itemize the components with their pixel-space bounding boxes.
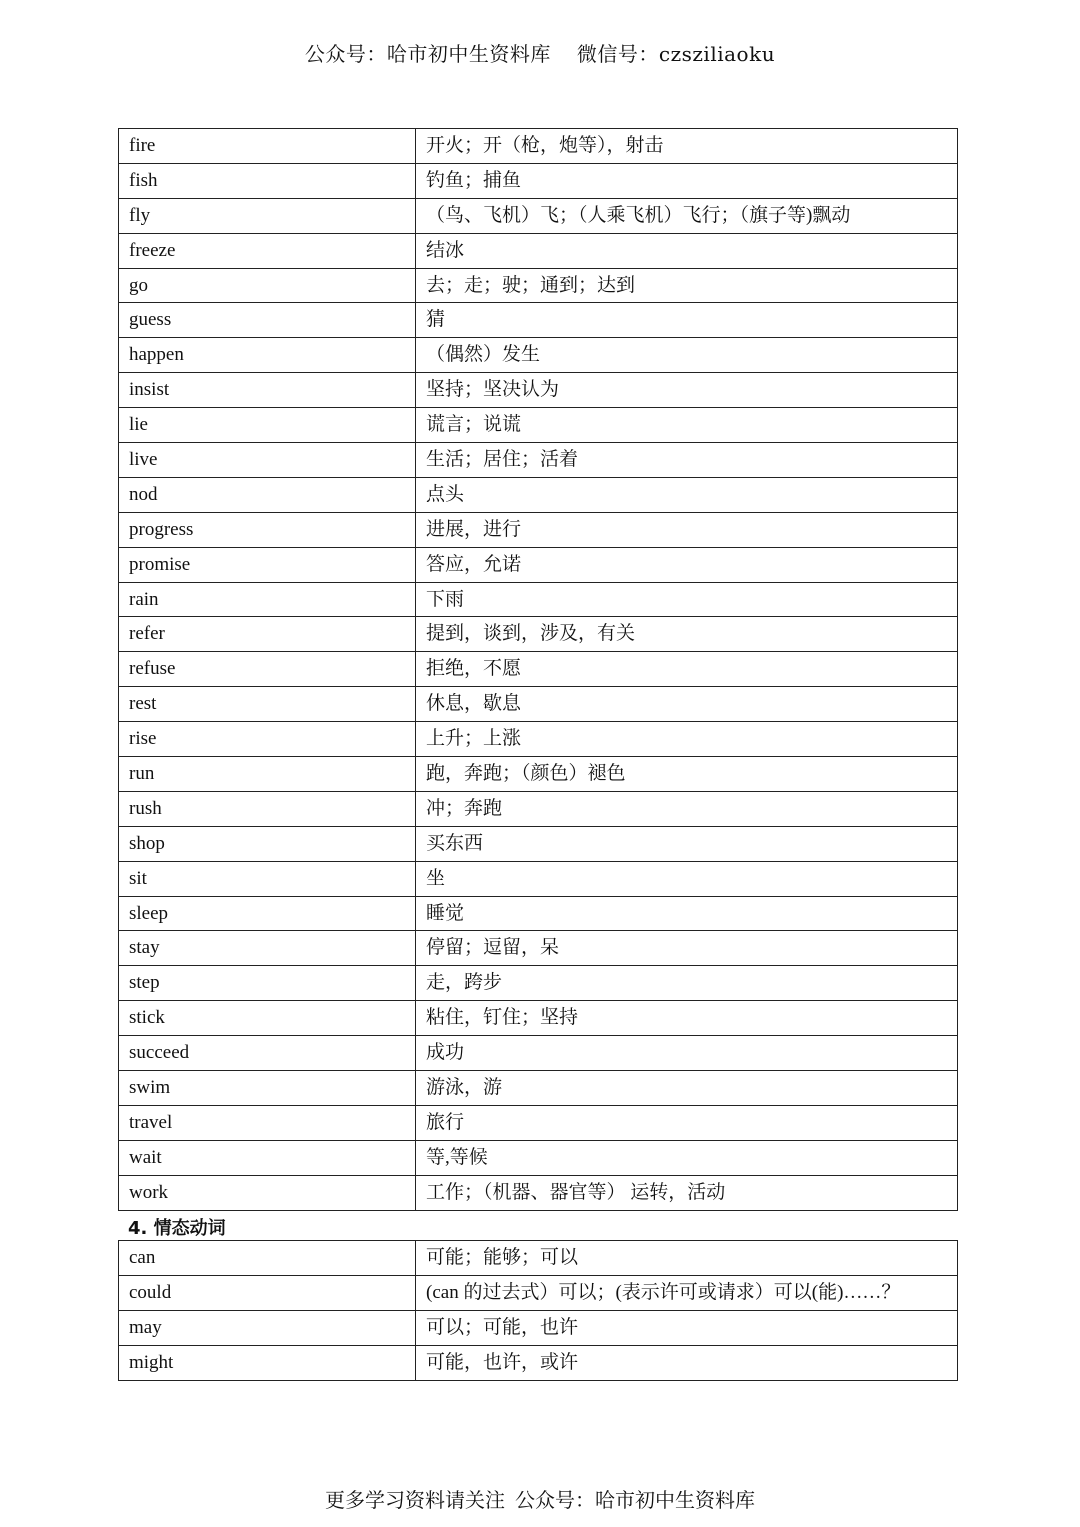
table-row <box>119 163 958 198</box>
english-word: rush <box>119 791 416 826</box>
section-heading-modal-verbs: 4. 情态动词 <box>128 1218 226 1239</box>
table-row <box>119 652 958 687</box>
table-row <box>119 512 958 547</box>
chinese-meaning: 上升；上涨 <box>416 722 958 757</box>
english-word: refer <box>119 617 416 652</box>
english-word: fire <box>119 129 416 164</box>
table-row <box>119 582 958 617</box>
table-row <box>119 268 958 303</box>
table-row <box>119 896 958 931</box>
table-row <box>119 373 958 408</box>
chinese-meaning: (can 的过去式）可以；(表示许可或请求）可以(能)……？ <box>416 1275 958 1310</box>
table-row <box>119 1105 958 1140</box>
table-row <box>119 408 958 443</box>
english-word: nod <box>119 477 416 512</box>
chinese-meaning: 生活；居住；活着 <box>416 443 958 478</box>
english-word: run <box>119 757 416 792</box>
chinese-meaning: 坚持；坚决认为 <box>416 373 958 408</box>
table-row <box>119 1001 958 1036</box>
chinese-meaning: 结冰 <box>416 233 958 268</box>
table-row <box>119 233 958 268</box>
english-word: lie <box>119 408 416 443</box>
english-word: rest <box>119 687 416 722</box>
table-row <box>119 1140 958 1175</box>
chinese-meaning: 猜 <box>416 303 958 338</box>
english-word: could <box>119 1275 416 1310</box>
english-word: might <box>119 1345 416 1380</box>
english-word: can <box>119 1241 416 1276</box>
table-row <box>119 1275 958 1310</box>
chinese-meaning: 停留；逗留，呆 <box>416 931 958 966</box>
table-row <box>119 931 958 966</box>
chinese-meaning: 下雨 <box>416 582 958 617</box>
chinese-meaning: 提到，谈到，涉及，有关 <box>416 617 958 652</box>
chinese-meaning: 钓鱼；捕鱼 <box>416 163 958 198</box>
chinese-meaning: 工作；（机器、器官等） 运转，活动 <box>416 1175 958 1210</box>
chinese-meaning: 可以；可能，也许 <box>416 1310 958 1345</box>
table-row <box>119 338 958 373</box>
table-row <box>119 443 958 478</box>
english-word: rise <box>119 722 416 757</box>
table-row <box>119 826 958 861</box>
table-row <box>119 861 958 896</box>
table-row <box>119 1310 958 1345</box>
table-row <box>119 617 958 652</box>
table-row <box>119 129 958 164</box>
table-row <box>119 477 958 512</box>
chinese-meaning: 冲；奔跑 <box>416 791 958 826</box>
english-word: may <box>119 1310 416 1345</box>
chinese-meaning: 跑，奔跑；（颜色）褪色 <box>416 757 958 792</box>
table-row <box>119 547 958 582</box>
chinese-meaning: 点头 <box>416 477 958 512</box>
english-word: shop <box>119 826 416 861</box>
english-word: step <box>119 966 416 1001</box>
chinese-meaning: 开火；开（枪，炮等），射击 <box>416 129 958 164</box>
page-footer <box>0 1484 1080 1513</box>
chinese-meaning: 进展，进行 <box>416 512 958 547</box>
english-word: sleep <box>119 896 416 931</box>
english-word: live <box>119 443 416 478</box>
english-word: work <box>119 1175 416 1210</box>
chinese-meaning: （鸟、飞机）飞；（人乘飞机）飞行；（旗子等)飘动 <box>416 198 958 233</box>
chinese-meaning: 睡觉 <box>416 896 958 931</box>
english-word: promise <box>119 547 416 582</box>
english-word: travel <box>119 1105 416 1140</box>
table-row <box>119 722 958 757</box>
table-row <box>119 303 958 338</box>
page-header <box>0 38 1080 67</box>
header-account-name: 公众号：哈市初中生资料库 <box>304 42 551 66</box>
english-word: go <box>119 268 416 303</box>
chinese-meaning: 旅行 <box>416 1105 958 1140</box>
chinese-meaning: 拒绝，不愿 <box>416 652 958 687</box>
footer-account-name: 公众号：哈市初中生资料库 <box>515 1488 755 1512</box>
chinese-meaning: 游泳，游 <box>416 1071 958 1106</box>
english-word: refuse <box>119 652 416 687</box>
chinese-meaning: 可能，也许，或许 <box>416 1345 958 1380</box>
chinese-meaning: 等,等候 <box>416 1140 958 1175</box>
chinese-meaning: 去；走；驶；通到；达到 <box>416 268 958 303</box>
english-word: happen <box>119 338 416 373</box>
english-word: progress <box>119 512 416 547</box>
english-word: guess <box>119 303 416 338</box>
table-row <box>119 687 958 722</box>
english-word: rain <box>119 582 416 617</box>
table-row <box>119 791 958 826</box>
chinese-meaning: 买东西 <box>416 826 958 861</box>
chinese-meaning: 坐 <box>416 861 958 896</box>
footer-follow-text: 更多学习资料请关注 <box>325 1488 505 1512</box>
table-row <box>119 1036 958 1071</box>
english-word: wait <box>119 1140 416 1175</box>
chinese-meaning: （偶然）发生 <box>416 338 958 373</box>
chinese-meaning: 粘住，钉住；坚持 <box>416 1001 958 1036</box>
table-row <box>119 1345 958 1380</box>
table-row <box>119 966 958 1001</box>
english-word: succeed <box>119 1036 416 1071</box>
chinese-meaning: 可能；能够；可以 <box>416 1241 958 1276</box>
chinese-meaning: 成功 <box>416 1036 958 1071</box>
english-word: sit <box>119 861 416 896</box>
chinese-meaning: 谎言；说谎 <box>416 408 958 443</box>
table-row <box>119 198 958 233</box>
table-row <box>119 1071 958 1106</box>
chinese-meaning: 走，跨步 <box>416 966 958 1001</box>
english-word: swim <box>119 1071 416 1106</box>
verb-vocabulary-table <box>118 128 958 1211</box>
chinese-meaning: 休息，歇息 <box>416 687 958 722</box>
english-word: stick <box>119 1001 416 1036</box>
english-word: insist <box>119 373 416 408</box>
english-word: stay <box>119 931 416 966</box>
english-word: fish <box>119 163 416 198</box>
table-row <box>119 1241 958 1276</box>
english-word: freeze <box>119 233 416 268</box>
header-wechat-id: 微信号：czsziliaoku <box>576 42 776 66</box>
modal-verb-vocabulary-table <box>118 1240 958 1381</box>
chinese-meaning: 答应，允诺 <box>416 547 958 582</box>
table-row <box>119 1175 958 1210</box>
english-word: fly <box>119 198 416 233</box>
table-row <box>119 757 958 792</box>
